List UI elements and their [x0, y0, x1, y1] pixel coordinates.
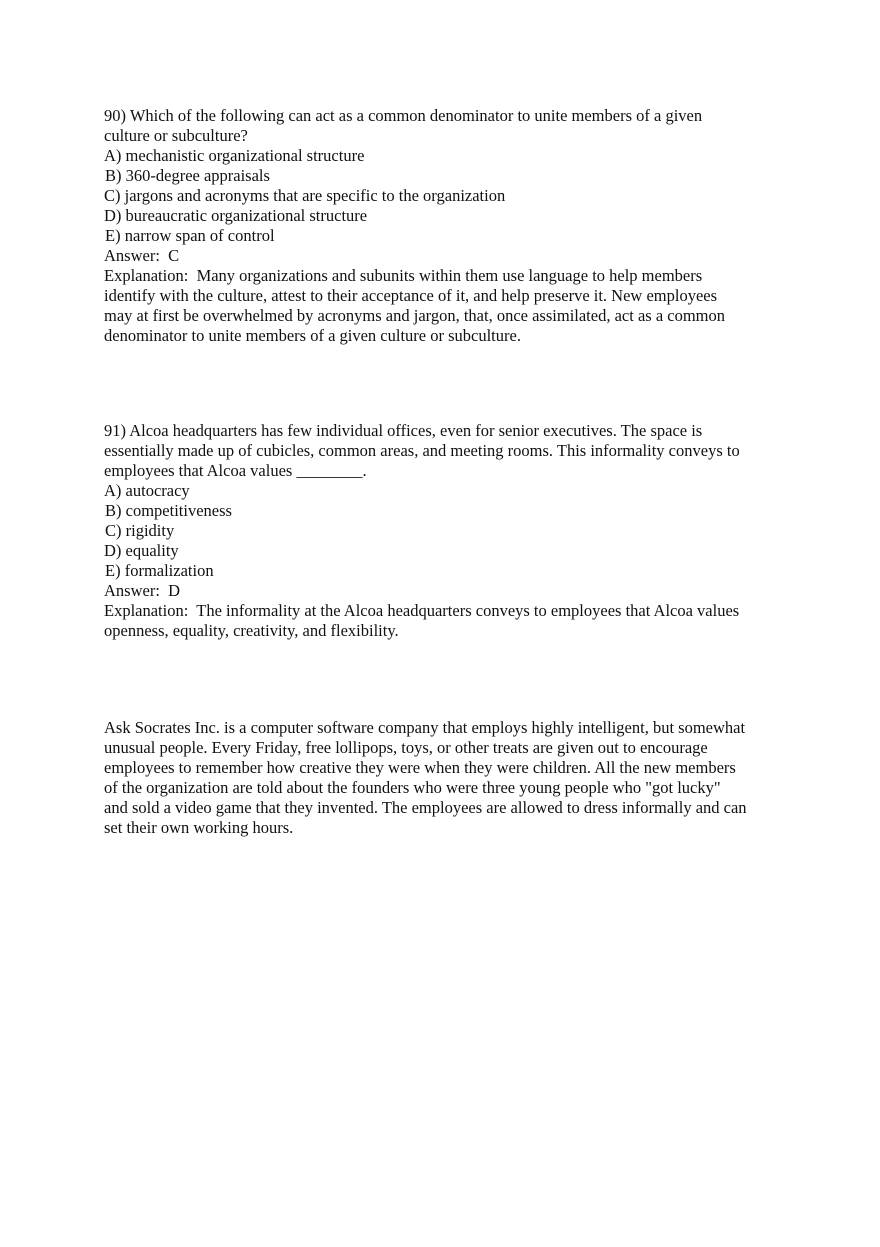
answer: Answer: C: [104, 246, 180, 265]
scenario-line: Ask Socrates Inc. is a computer software company that employs highly intelligent, but somewhat: [104, 718, 746, 737]
question-text-line: essentially made up of cubicles, common areas, and meeting rooms. This informality conveys to: [104, 441, 740, 460]
scenario-line: set their own working hours.: [104, 818, 294, 837]
explanation-line: identify with the culture, attest to their acceptance of it, and help preserve it. New employees: [104, 286, 718, 305]
answer: Answer: D: [104, 581, 181, 600]
question-text-line: culture or subculture?: [104, 126, 248, 145]
option-b: B) competitiveness: [105, 501, 232, 520]
scenario-line: and sold a video game that they invented. The employees are allowed to dress informally and can: [104, 798, 747, 817]
option-b: B) 360-degree appraisals: [105, 166, 270, 185]
explanation-line: Explanation: The informality at the Alcoa headquarters conveys to employees that Alcoa values: [104, 601, 740, 620]
option-d: D) equality: [104, 541, 179, 560]
option-e: E) formalization: [105, 561, 214, 580]
explanation-line: may at first be overwhelmed by acronyms and jargon, that, once assimilated, act as a common: [104, 306, 726, 325]
question-text-line: 91) Alcoa headquarters has few individual offices, even for senior executives. The space is: [104, 421, 703, 440]
question-text-line: 90) Which of the following can act as a common denominator to unite members of a given: [104, 106, 703, 125]
scenario-line: of the organization are told about the founders who were three young people who "got lucky": [104, 778, 721, 797]
scenario-line: unusual people. Every Friday, free lollipops, toys, or other treats are given out to encourage: [104, 738, 708, 757]
option-c: C) rigidity: [105, 521, 175, 540]
explanation-line: denominator to unite members of a given culture or subculture.: [104, 326, 521, 345]
option-e: E) narrow span of control: [105, 226, 275, 245]
option-d: D) bureaucratic organizational structure: [104, 206, 368, 225]
question-91: [104, 421, 784, 641]
option-a: A) mechanistic organizational structure: [104, 146, 365, 165]
option-a: A) autocracy: [104, 481, 190, 500]
question-text-line: employees that Alcoa values ________.: [104, 461, 367, 480]
explanation-line: openness, equality, creativity, and flexibility.: [104, 621, 399, 640]
scenario-line: employees to remember how creative they were when they were children. All the new members: [104, 758, 736, 777]
explanation-line: Explanation: Many organizations and subunits within them use language to help members: [104, 266, 703, 285]
option-c: C) jargons and acronyms that are specific to the organization: [104, 186, 506, 205]
scenario-paragraph: [104, 718, 784, 838]
question-90: [104, 106, 784, 346]
